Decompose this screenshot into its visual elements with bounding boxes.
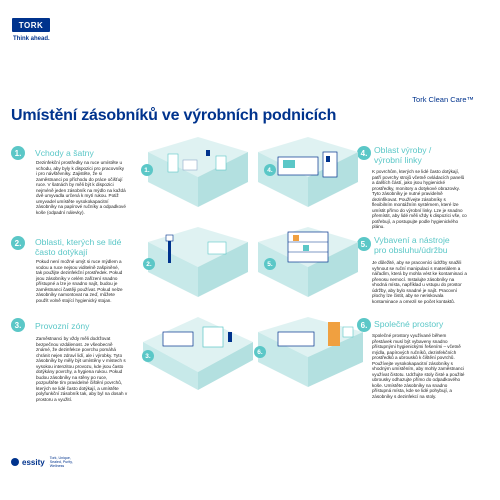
essity-tagline: Tork, Unique, Sealed, Purity, Wellness bbox=[49, 456, 73, 468]
scene-marker-5: 5. bbox=[264, 258, 276, 270]
section-3-heading-line-1: Provozní zóny bbox=[35, 321, 90, 331]
section-1-body: Dezinfekční prostředky na ruce umístěte u vchodu, aby byly k dispozici pro pracovníky i pro návštěvníky. Zajistěte, že si zaměstnanci po příchodu do práce očišťují ruce. V šatnách by měli být k dispozici nejméně jeden zásobník na mýdlo na každá dvě umyvadla určená k mytí rukou. Potiž umyvadel umístěte vysokokapacitní zásobníky na papírové ručníky a odpadkové koše (odpadní nálevky). bbox=[36, 160, 126, 215]
section-6-body: Společné prostory využívané během přestávek musí být vybaveny snadno přístupnými hygienickými řešeními – včetně mýdla, papírových ručníků, dezinfekčních prostředků a ubrousků k čištění povrchů. Používejte vysokokapacitní zásobníky s vhodným umístěním, aby mohly zaměstnanci využívat čistotu. Udržujte stoly čisté a použité ubrousky odhazujte přímo do odpadkového koše. Umístěte zásobníky na snadno přístupná místa, kde se lidé pohybují, a zásobníky s dezinfekcí na stoly. bbox=[372, 333, 465, 400]
section-1-number: 1. bbox=[11, 146, 25, 160]
scene-marker-2: 2. bbox=[143, 258, 155, 270]
section-4-heading bbox=[374, 145, 431, 165]
common-areas-scene bbox=[258, 317, 363, 387]
scene-marker-3: 3. bbox=[142, 350, 154, 362]
section-5-heading-line-1: Vybavení a nástroje bbox=[374, 235, 450, 245]
section-3-body: Zaměstnanci by vždy měli dodržovat bezpečnou vzdálenost. Je všeobecně známé, že dezinfekce povrchu pomáhá chránit nejen zdraví lidí, ale i výrobky. Tyto zásobníky by měly být umístěny v místech s vysokou intenzitou provozu, kde jsou často dotýkány povrchy, a hygiena rukou. Pokud budou zásobníky na stěny po ruce, pozpuštěte tím pravidelné čištění povrchů, kterých se lidé často dotýkají, a umístěte polyfunkční zásobník tak, aby byl na dosah v prostoru a využití. bbox=[36, 336, 128, 403]
section-2-heading bbox=[35, 237, 121, 257]
essity-logo bbox=[11, 456, 76, 468]
essity-mark-icon bbox=[11, 458, 19, 466]
section-3-heading bbox=[35, 321, 89, 331]
scene-marker-1: 1. bbox=[141, 164, 153, 176]
section-6-heading bbox=[374, 319, 443, 329]
tork-logo-text: TORK bbox=[18, 20, 44, 30]
scene-marker-4: 4. bbox=[264, 164, 276, 176]
page-title: Umístění zásobníků ve výrobních podnicích bbox=[11, 107, 337, 124]
section-4-heading-line-2: výrobní linky bbox=[374, 155, 422, 165]
factory-illustration bbox=[128, 132, 366, 392]
tagline: Think ahead. bbox=[13, 36, 50, 42]
scene-marker-6: 6. bbox=[254, 346, 266, 358]
section-4-heading-line-1: Oblast výroby / bbox=[374, 145, 432, 155]
section-6-heading-line-1: Společné prostory bbox=[374, 319, 444, 329]
section-6-number: 6. bbox=[357, 318, 371, 332]
entrance-scene bbox=[148, 137, 248, 207]
section-3-number: 3. bbox=[11, 318, 25, 332]
brand-name: Tork Clean Care™ bbox=[412, 95, 474, 104]
touch-areas-scene bbox=[148, 227, 248, 297]
section-2-number: 2. bbox=[11, 236, 25, 250]
section-5-number: 5. bbox=[357, 237, 371, 251]
operating-zone-scene bbox=[143, 317, 253, 390]
section-5-heading-line-2: pro obsluhu/údržbu bbox=[374, 245, 448, 255]
section-5-body: Je důležité, aby se pracovníci údržby snažili vyhnout se ruční manipulaci s materiálem a nářadím, která by mohla vést ke kontaminaci a přenosu nemocí. Instalujte zásobníky na vhodná místa, například u vstupu do prostor údržby, aby bylo snadné je najít. Pracovní plochy lze čistit, aby se neriskovala kontaminace a omezil se počet kontaktů. bbox=[372, 260, 467, 304]
section-1-heading bbox=[35, 148, 94, 158]
section-2-heading-line-2: často dotýkají bbox=[35, 247, 88, 257]
section-5-heading bbox=[374, 235, 450, 255]
essity-name: essity bbox=[22, 457, 45, 467]
section-4-number: 4. bbox=[357, 146, 371, 160]
tork-logo bbox=[12, 18, 50, 32]
section-1-heading-line-1: Vchody a šatny bbox=[35, 148, 94, 158]
section-2-body: Pokud není možné umýt si ruce mýdlem a vodou a ruce nejsou viditelně zašpiněné, tak použijte dezinfekční prostředek. Pokud jsou zásobníky v celém zařízení snadno přístupné a lze je snadno najít, budou je zaměstnanci častěji používat. Pokud nelze zásobníky namontovat na zeď, můžete použít volně stojící hygienický stojan. bbox=[36, 259, 123, 303]
section-4-body: K povrchům, kterých se lidé často dotýkají, patří povrchy strojů včetně ovládacích panelů a dalších částí, jako jsou hygienické prostředky, monitory a dotykové obrazovky. Tyto zásobníky je nutné pravidelně dezinfikovat. Používejte zásobníky s flexibilním montážním systémem, které lze umístit přímo do výrobní linky. Lze je snadno přemístit, aby lidé měli vždy k dispozici vše, co potřebují, a postupujte podle hygienického plánu. bbox=[372, 169, 467, 230]
section-2-heading-line-1: Oblasti, kterých se lidé bbox=[35, 237, 122, 247]
factory-illustration-svg bbox=[128, 132, 366, 392]
